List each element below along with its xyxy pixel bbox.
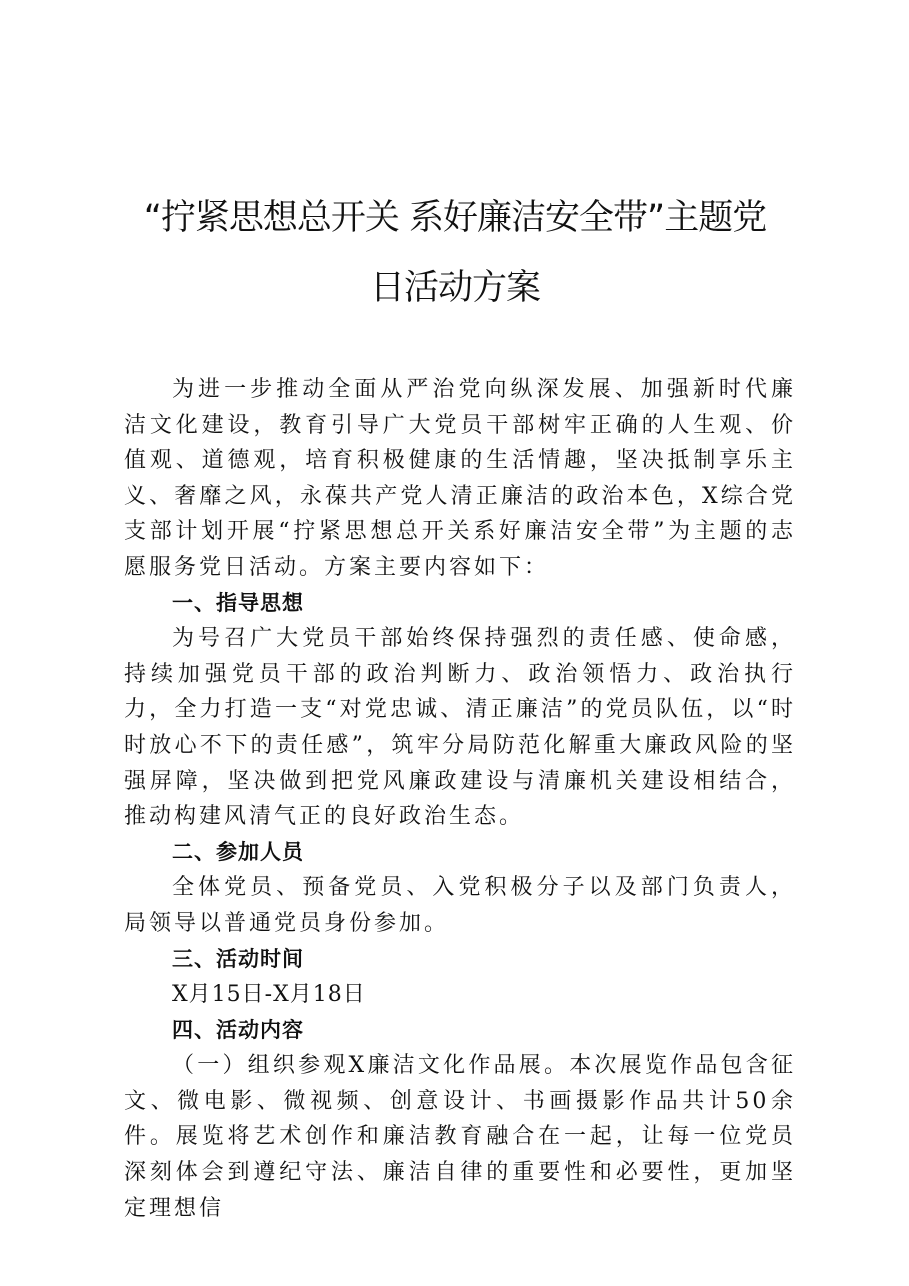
section-text-participants: 全体党员、预备党员、入党积极分子以及部门负责人，局领导以普通党员身份参加。 — [124, 875, 796, 936]
section-text-activity-time: X月15日-X月18日 — [172, 982, 366, 1008]
document-body — [124, 372, 796, 1226]
document-title-line-1: “拧紧思想总开关 系好廉洁安全带”主题党 — [143, 198, 767, 238]
section-heading-participants: 二、参加人员 — [172, 839, 304, 864]
intro-paragraph: 为进一步推动全面从严治党向纵深发展、加强新时代廉洁文化建设，教育引导广大党员干部树牢正确的人生观、价值观、道德观，培育积极健康的生活情趣，坚决抵制享乐主义、奢靡之风，永葆共产党人清正廉洁的政治本色，X综合党支部计划开展“拧紧思想总开关系好廉洁安全带”为主题的志愿服务党日活动。方案主要内容如下： — [124, 377, 796, 580]
section-heading-activity-content: 四、活动内容 — [172, 1017, 304, 1042]
section-text-activity-content: （一）组织参观X廉洁文化作品展。本次展览作品包含征文、微电影、微视频、创意设计、书画摄影作品共计50余件。展览将艺术创作和廉洁教育融合在一起，让每一位党员深刻体会到遵纪守法、廉洁自律的重要性和必要性，更加坚定理想信 — [124, 1053, 796, 1221]
section-heading-activity-time: 三、活动时间 — [172, 946, 304, 971]
section-heading-guiding-thought: 一、指导思想 — [172, 590, 304, 615]
document-title-line-2: 日活动方案 — [369, 268, 540, 308]
section-text-guiding-thought: 为号召广大党员干部始终保持强烈的责任感、使命感，持续加强党员干部的政治判断力、政治领悟力、政治执行力，全力打造一支“对党忠诚、清正廉洁”的党员队伍，以“时时放心不下的责任感”，筑牢分局防范化解重大廉政风险的坚强屏障，坚决做到把党风廉政建设与清廉机关建设相结合，推动构建风清气正的良好政治生态。 — [124, 626, 796, 830]
